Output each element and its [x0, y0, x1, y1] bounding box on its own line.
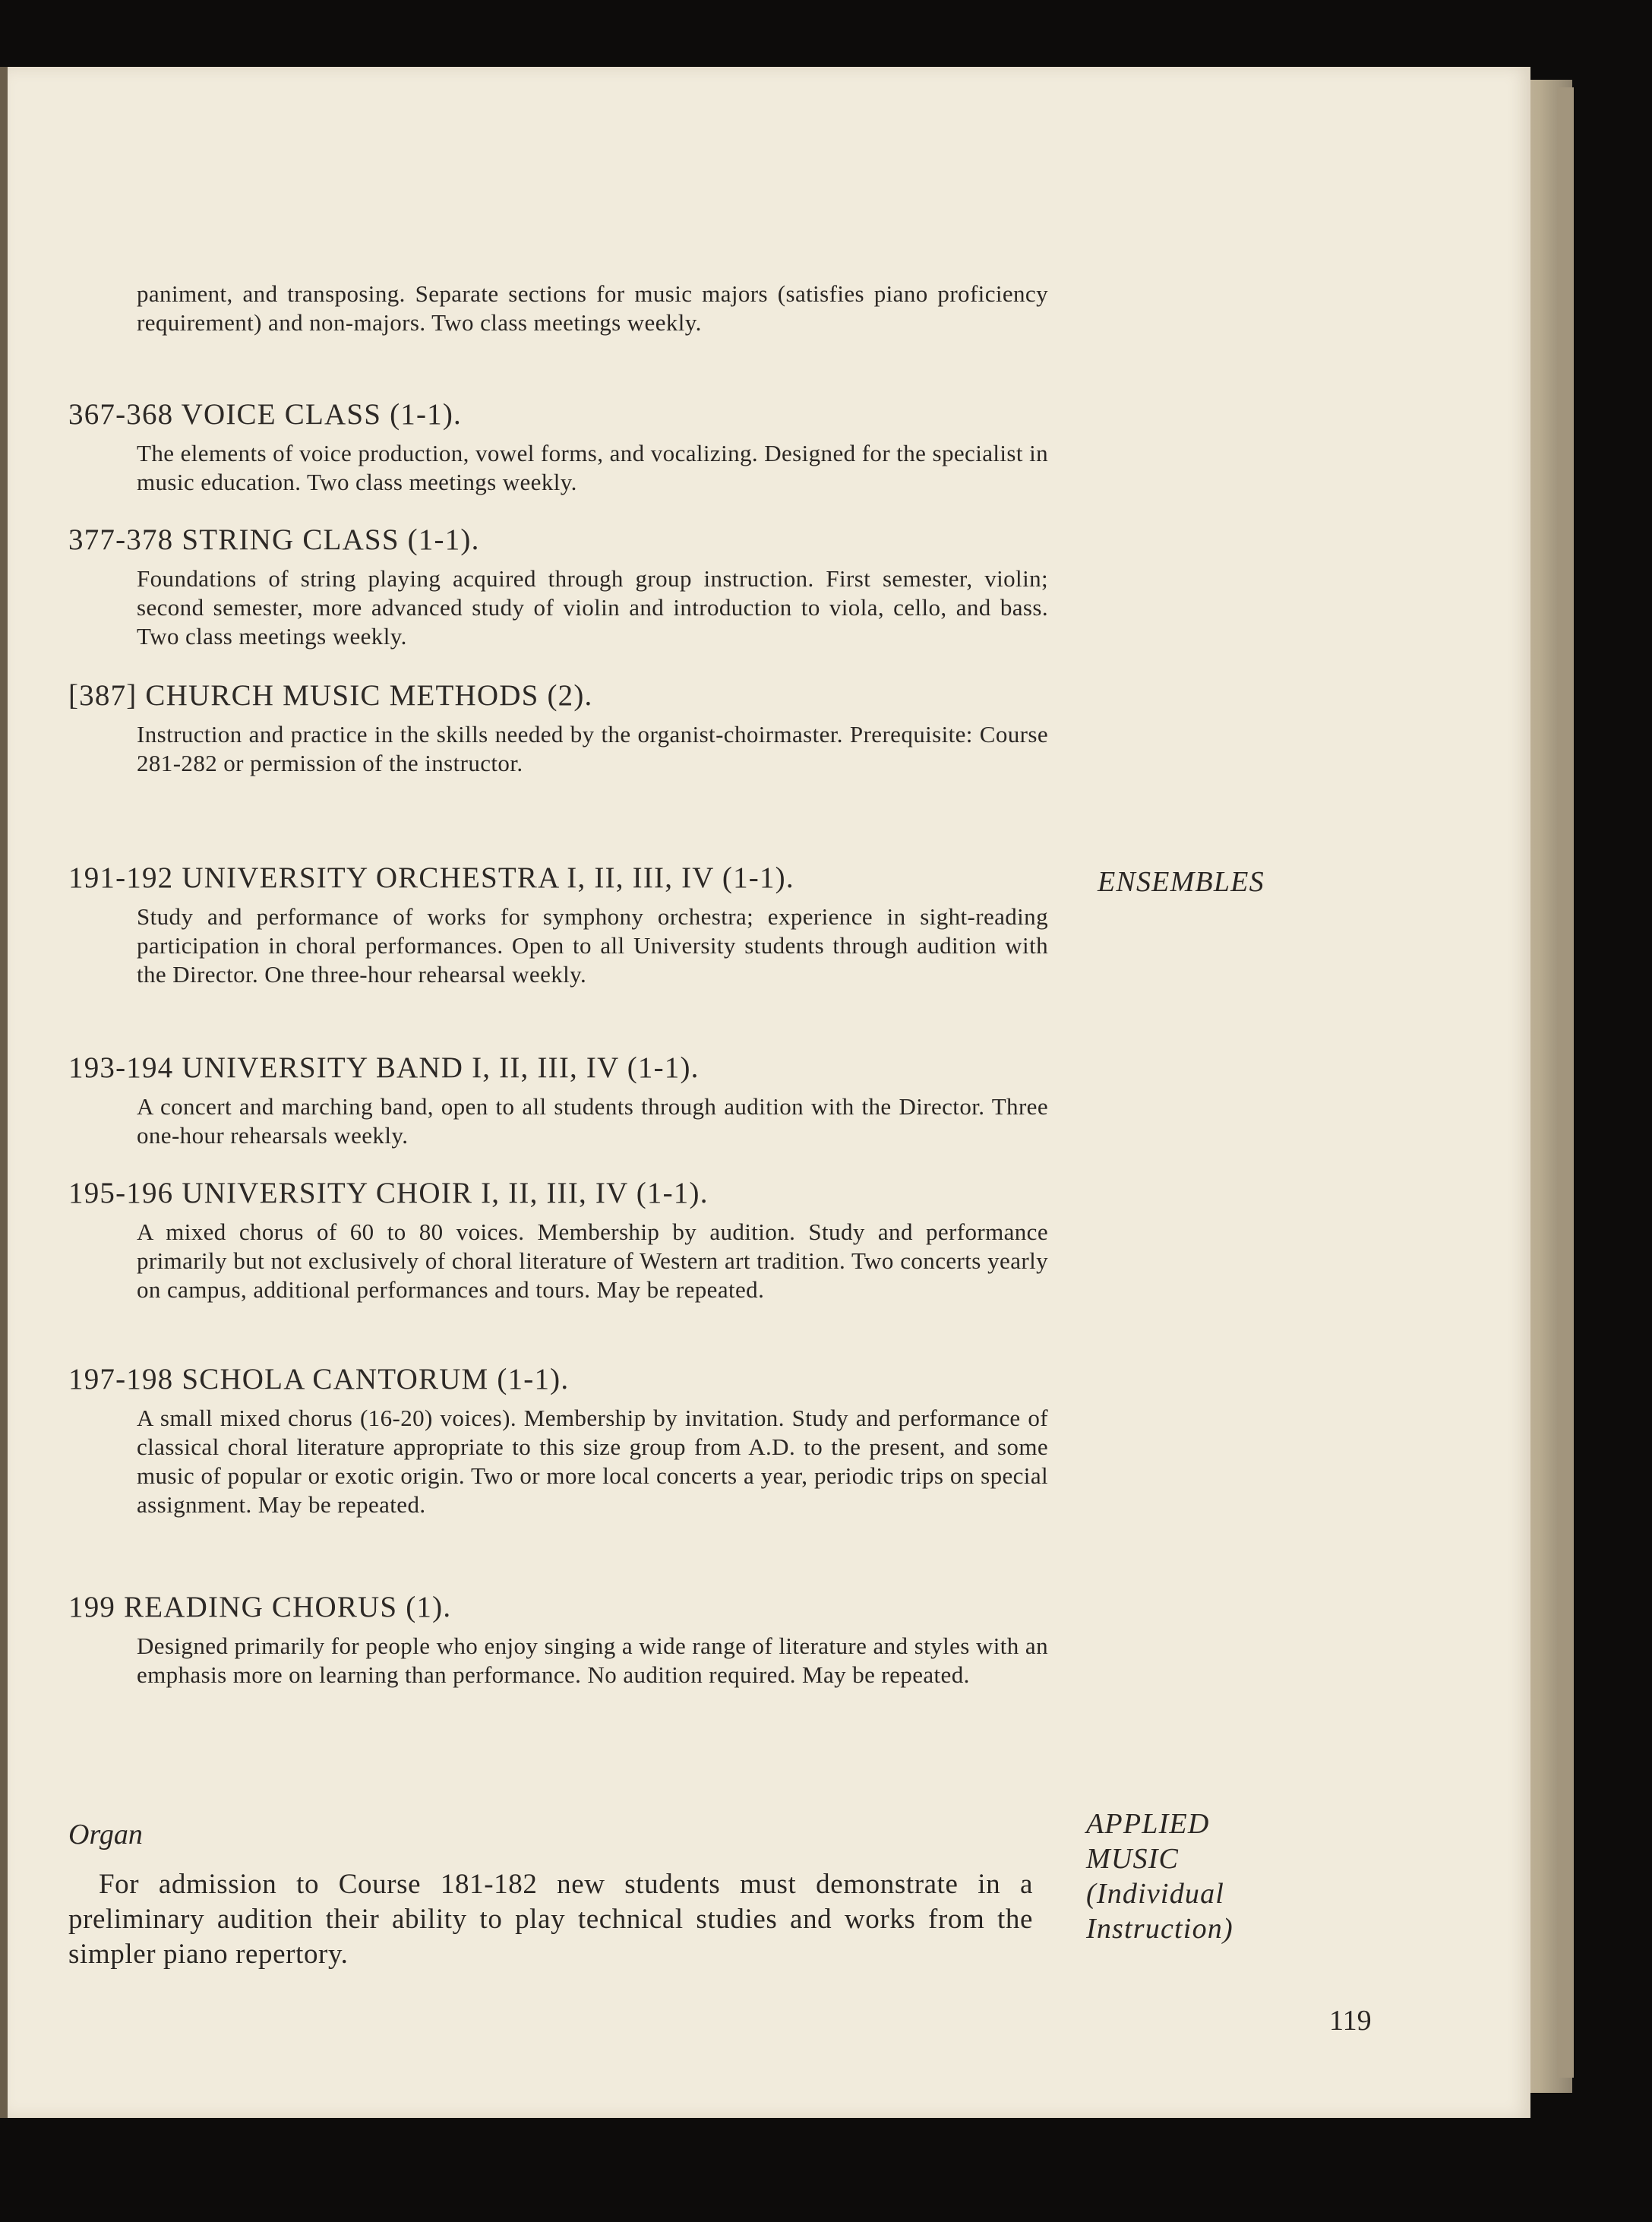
course-title-orchestra: 191-192 UNIVERSITY ORCHESTRA I, II, III, IV (1-1). — [68, 861, 794, 894]
margin-heading-applied-music — [1086, 1806, 1233, 1946]
margin-applied-line-2: MUSIC — [1086, 1843, 1180, 1875]
course-description-voice-class: The elements of voice production, vowel forms, and vocalizing. Designed for the specialist in music education. Two class meetings weekly. — [137, 440, 1048, 495]
course-title-choir: 195-196 UNIVERSITY CHOIR I, II, III, IV (1-1). — [68, 1177, 709, 1209]
course-description-schola-cantorum: A small mixed chorus (16-20) voices). Membership by invitation. Study and performance of classical choral literature appropriate to this size group from A.D. to the present, and some music of popular or exotic origin. Two or more local concerts a year, periodic trips on special assignment. May be repeated. — [137, 1405, 1048, 1518]
course-title-string-class: 377-378 STRING CLASS (1-1). — [68, 523, 480, 556]
page-number: 119 — [1329, 2005, 1372, 2037]
course-title-church-music: [387] CHURCH MUSIC METHODS (2). — [68, 679, 593, 712]
margin-heading-ensembles: ENSEMBLES — [1098, 866, 1265, 898]
course-title-voice-class: 367-368 VOICE CLASS (1-1). — [68, 398, 462, 431]
course-description-orchestra: Study and performance of works for symphony orchestra; experience in sight-reading participation in choral performances. Open to all University students through audition with the Director. One three-hour rehearsal weekly. — [137, 903, 1048, 988]
course-title-band: 193-194 UNIVERSITY BAND I, II, III, IV (1-1). — [68, 1051, 700, 1084]
course-description-reading-chorus: Designed primarily for people who enjoy singing a wide range of literature and styles with an emphasis more on learning than performance. No audition required. May be repeated. — [137, 1633, 1048, 1688]
course-description-church-music: Instruction and practice in the skills needed by the organist-choirmaster. Prerequisite: Course 281-282 or permission of the instructor. — [137, 721, 1048, 776]
margin-applied-line-3: (Individual — [1086, 1878, 1225, 1910]
course-description-choir: A mixed chorus of 60 to 80 voices. Membership by audition. Study and performance primarily but not exclusively of choral literature of Western art tradition. Two concerts yearly on campus, additional performances and tours. May be repeated. — [137, 1218, 1048, 1303]
organ-subheading: Organ — [68, 1819, 143, 1851]
book-page — [8, 67, 1530, 2118]
course-title-schola-cantorum: 197-198 SCHOLA CANTORUM (1-1). — [68, 1363, 570, 1395]
course-description-string-class: Foundations of string playing acquired through group instruction. First semester, violin; second semester, more advanced study of violin and introduction to viola, cello, and bass. Two class meetings weekly. — [137, 565, 1048, 650]
course-title-reading-chorus: 199 READING CHORUS (1). — [68, 1591, 452, 1623]
organ-paragraph: For admission to Course 181-182 new students must demonstrate in a preliminary audition their ability to play technical studies and works from the simpler piano repertory. — [68, 1869, 1033, 1970]
margin-applied-line-1: APPLIED — [1086, 1808, 1210, 1840]
intro-paragraph: paniment, and transposing. Separate sections for music majors (satisfies piano proficiency requirement) and non-majors. Two class meetings weekly. — [137, 280, 1048, 336]
margin-applied-line-4: Instruction) — [1086, 1913, 1233, 1945]
page-stack-shadow — [1557, 87, 1574, 2078]
course-description-band: A concert and marching band, open to all students through audition with the Director. Three one-hour rehearsals weekly. — [137, 1093, 1048, 1149]
